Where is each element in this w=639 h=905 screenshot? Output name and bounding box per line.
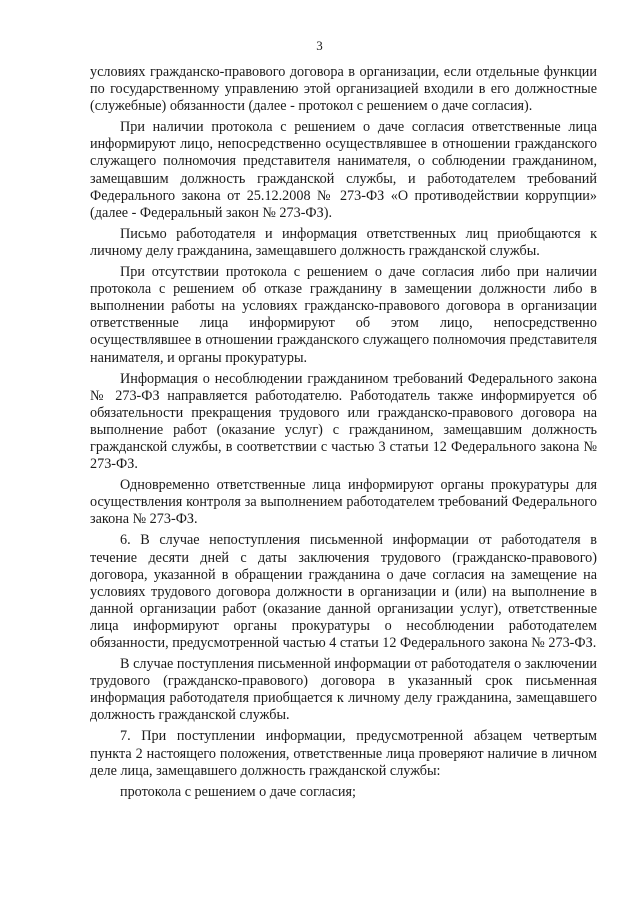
paragraph-6: Одновременно ответственные лица информируют органы прокуратуры для осуществления контроля за выполнением работодателем требований Федерального закона № 273-ФЗ.: [90, 477, 597, 528]
paragraph-10: протокола с решением о даче согласия;: [120, 783, 356, 800]
paragraph-9: 7. При поступлении информации, предусмотренной абзацем четвертым пункта 2 настоящего положения, ответственные лица проверяют наличие в личном деле лица, замещавшего должность гражданской службы:: [90, 728, 597, 779]
paragraph-1: условиях гражданско-правового договора в организации, если отдельные функции по государственному управлению этой организацией входили в его должностные (служебные) обязанности (далее - протокол с решением о даче согласия).: [90, 64, 597, 115]
paragraph-5: Информация о несоблюдении гражданином требований Федерального закона № 273-ФЗ направляется работодателю. Работодатель также информируется об обязательности прекращения трудового или гражданско-правового договора на выполнение работ (оказание услуг) с гражданином, замещавшим должность гражданской службы, в соответствии с частью 3 статьи 12 Федерального закона № 273-ФЗ.: [90, 370, 597, 473]
document-body: [90, 64, 597, 805]
paragraph-2: При наличии протокола с решением о даче согласия ответственные лица информируют лицо, непосредственно осуществлявшее в отношении гражданского служащего полномочия представителя нанимателя, о соблюдении гражданином, замещавшим должность гражданской службы, и работодателем требований Федерального закона от 25.12.2008 № 273-ФЗ «О противодействии коррупции» (далее - Федеральный закон № 273-ФЗ).: [90, 119, 597, 221]
paragraph-4: При отсутствии протокола с решением о даче согласия либо при наличии протокола с решением об отказе гражданину в замещении должности либо в выполнении работы на условиях гражданско-правового договора в организации ответственные лица информируют об этом лицо, непосредственно осуществлявшее в отношении гражданского служащего полномочия представителя нанимателя, и органы прокуратуры.: [90, 264, 597, 366]
paragraph-3: Письмо работодателя и информация ответственных лиц приобщаются к личному делу гражданина, замещавшего должность гражданской службы.: [90, 225, 597, 259]
paragraph-7: 6. В случае непоступления письменной информации от работодателя в течение десяти дней с даты заключения трудового (гражданско-правового) договора, указанной в обращении гражданина о даче согласия на замещение на условиях трудового договора должности в организации и (или) на выполнение в данной организации работ (оказание данной организации услуг), ответственные лица информируют органы прокуратуры о несоблюдении работодателем обязанности, предусмотренной частью 4 статьи 12 Федерального закона № 273-ФЗ.: [90, 532, 597, 651]
paragraph-8: В случае поступления письменной информации от работодателя о заключении трудового (гражданско-правового) договора в указанный срок письменная информация работодателя приобщается к личному делу гражданина, замещавшего должность гражданской службы.: [90, 656, 597, 724]
page-number: 3: [316, 38, 323, 53]
